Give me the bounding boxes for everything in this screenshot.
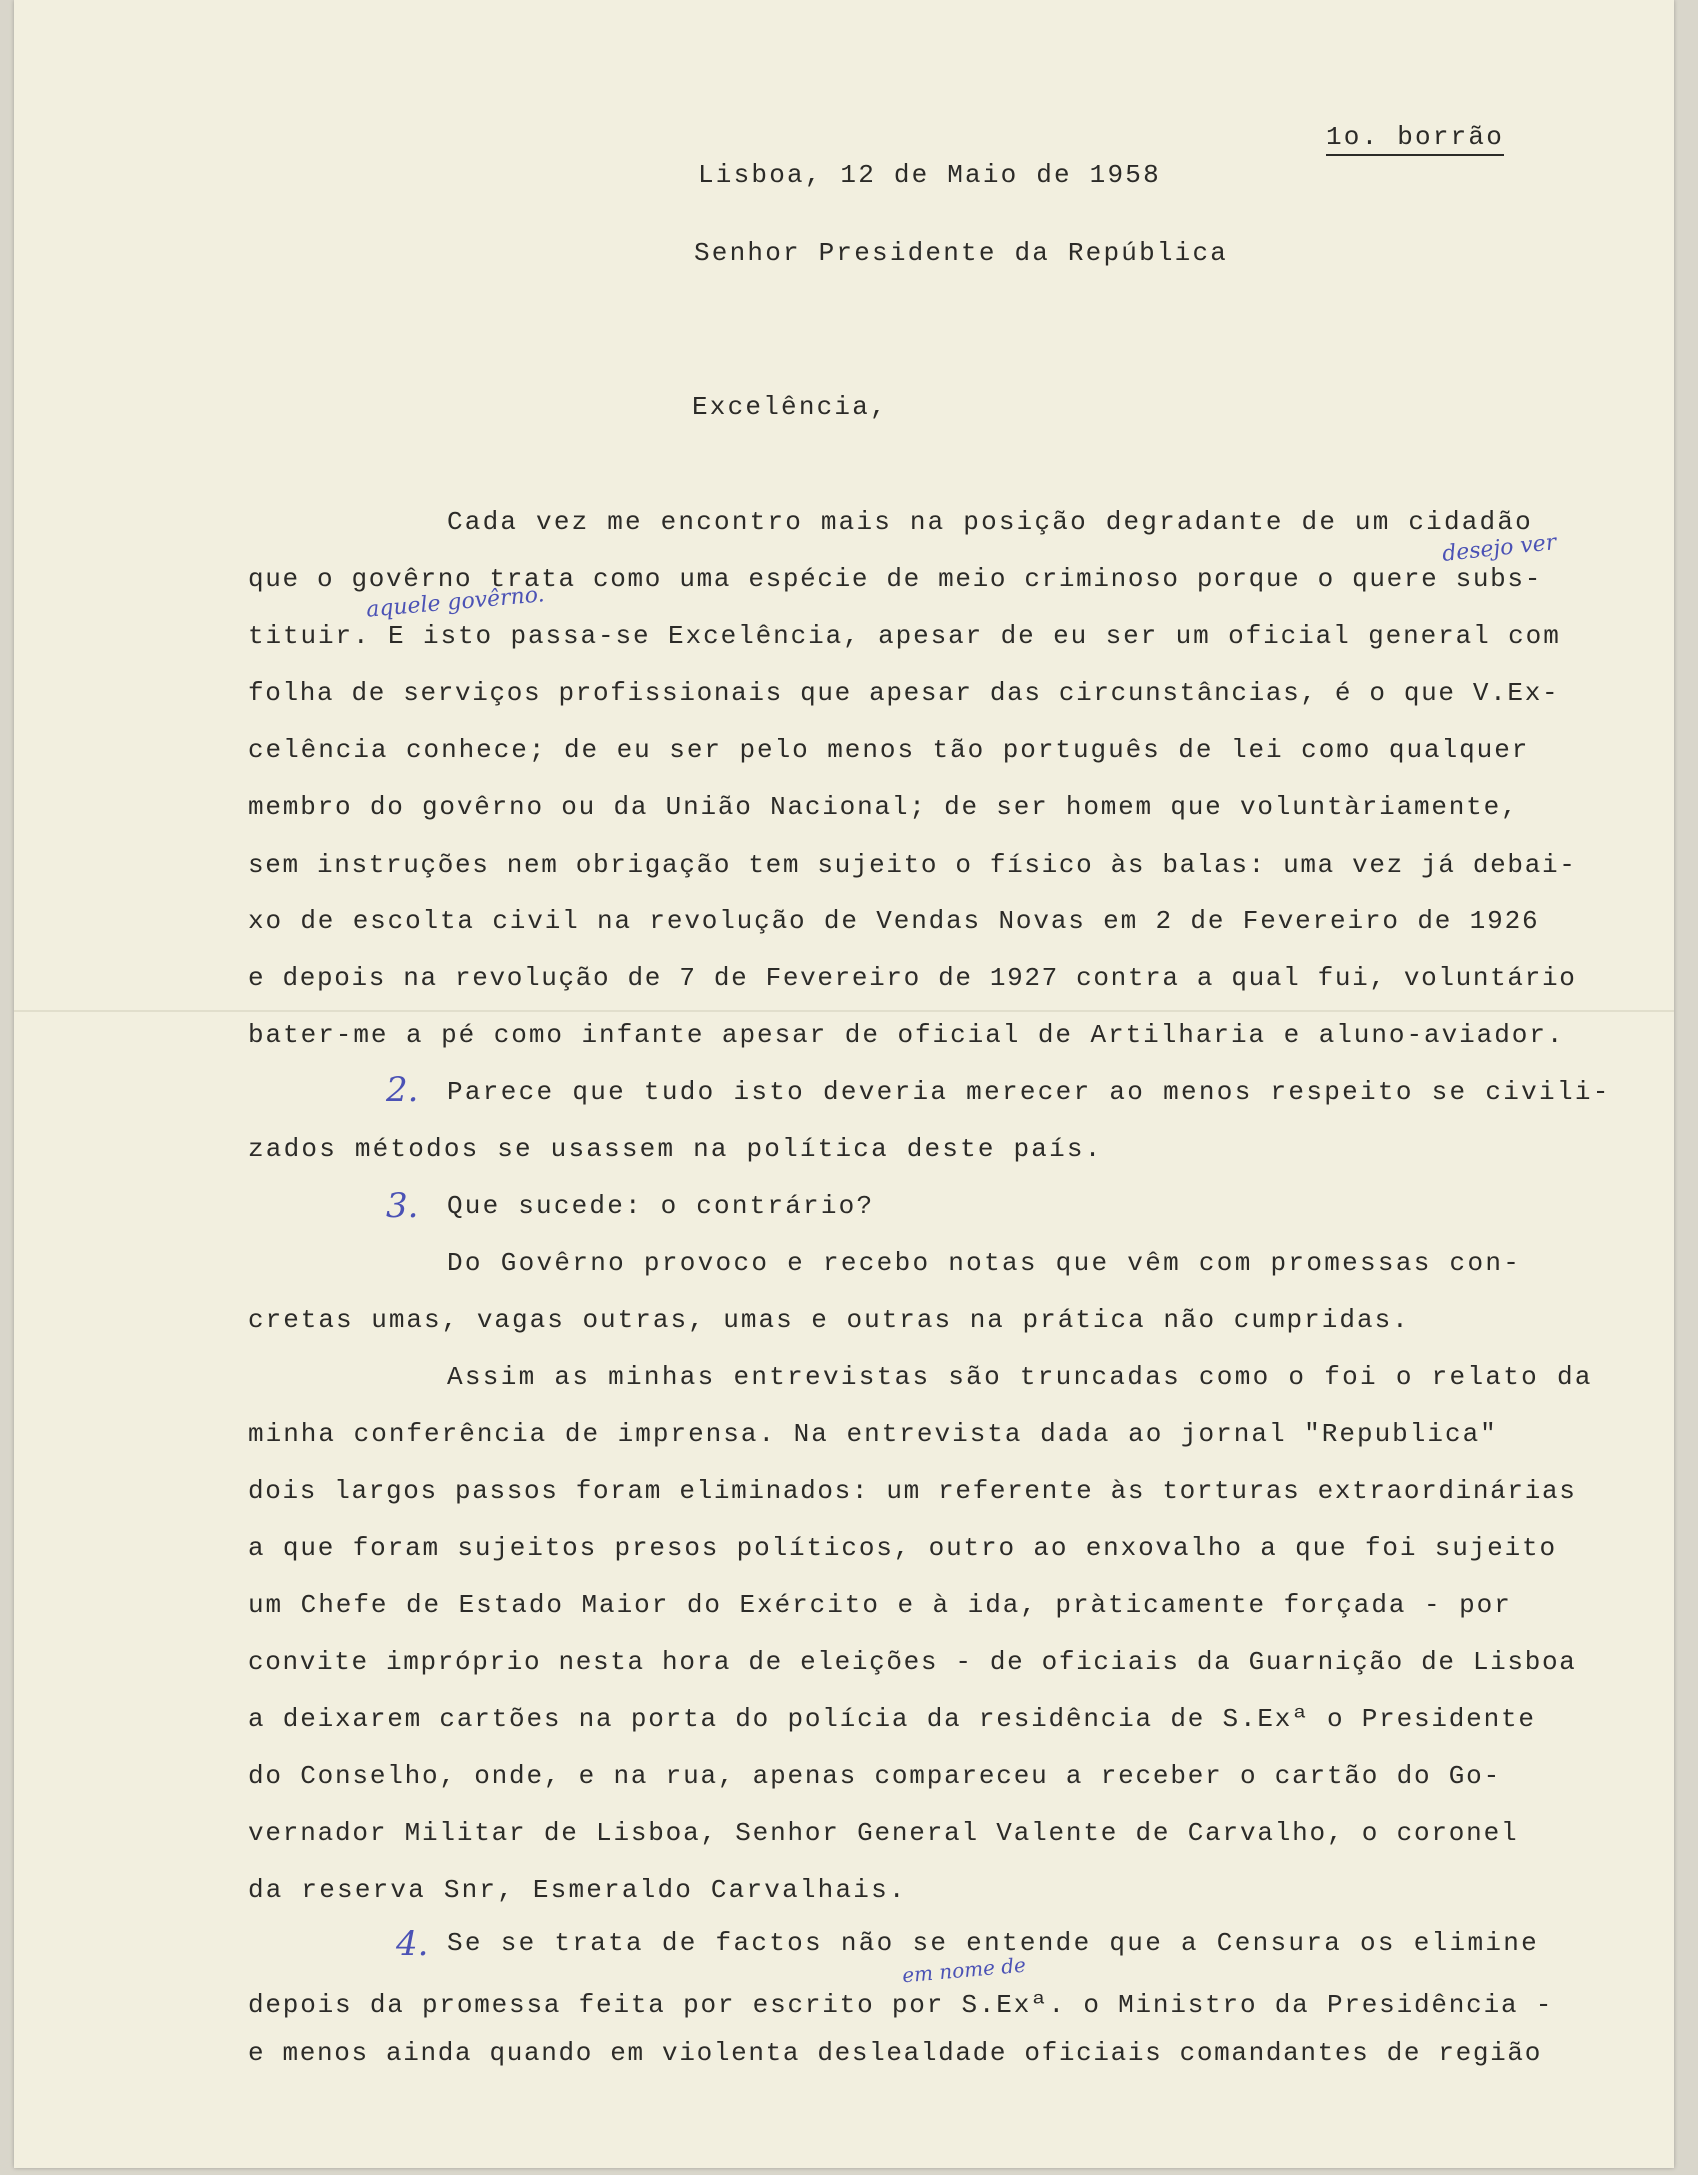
handwritten-insertion: desejo ver: [1441, 530, 1558, 567]
letter-page: [14, 0, 1674, 2168]
body-line: convite impróprio nesta hora de eleições - de oficiais da Guarnição de Lisboa: [248, 1647, 1577, 1677]
paper-fold: [14, 1010, 1674, 1012]
body-line: membro do govêrno ou da União Nacional; de ser homem que voluntàriamente,: [248, 792, 1519, 822]
paragraph-number-4: 4.: [396, 1924, 429, 1964]
body-line: depois da promessa feita por escrito por S.Exª. o Ministro da Presidência -: [248, 1990, 1554, 2020]
dateline: Lisboa, 12 de Maio de 1958: [698, 160, 1161, 190]
body-line: cretas umas, vagas outras, umas e outras na prática não cumpridas.: [248, 1305, 1410, 1335]
body-line: e depois na revolução de 7 de Fevereiro de 1927 contra a qual fui, voluntário: [248, 963, 1577, 993]
body-line: a que foram sujeitos presos políticos, outro ao enxovalho a que foi sujeito: [248, 1533, 1557, 1563]
body-line: e menos ainda quando em violenta deslealdade oficiais comandantes de região: [248, 2038, 1542, 2068]
body-line: zados métodos se usassem na política deste país.: [248, 1134, 1103, 1164]
handwritten-insertion: em nome de: [901, 1952, 1027, 1988]
addressee: Senhor Presidente da República: [694, 238, 1229, 268]
body-line: da reserva Snr, Esmeraldo Carvalhais.: [248, 1875, 907, 1905]
body-line: vernador Militar de Lisboa, Senhor General Valente de Carvalho, o coronel: [248, 1818, 1519, 1848]
body-line: folha de serviços profissionais que apesar das circunstâncias, é o que V.Ex-: [248, 678, 1560, 708]
body-line: a deixarem cartões na porta do polícia da residência de S.Exª o Presidente: [248, 1704, 1536, 1734]
body-line: Do Govêrno provoco e recebo notas que vêm com promessas con-: [447, 1248, 1522, 1278]
body-line: um Chefe de Estado Maior do Exército e à ida, pràticamente forçada - por: [248, 1590, 1512, 1620]
body-line: que o govêrno trata como uma espécie de meio criminoso porque o quere subs-: [248, 564, 1542, 594]
body-line: celência conhece; de eu ser pelo menos tão português de lei como qualquer: [248, 735, 1530, 765]
body-line: tituir. E isto passa-se Excelência, apesar de eu ser um oficial general com: [248, 621, 1561, 651]
body-line: Parece que tudo isto deveria merecer ao menos respeito se civili-: [447, 1077, 1611, 1107]
body-line: Se se trata de factos não se entende que a Censura os elimine: [447, 1928, 1540, 1958]
body-line: dois largos passos foram eliminados: um referente às torturas extraordinárias: [248, 1476, 1577, 1506]
body-line: xo de escolta civil na revolução de Vendas Novas em 2 de Fevereiro de 1926: [248, 906, 1540, 936]
body-line: sem instruções nem obrigação tem sujeito o físico às balas: uma vez já debai-: [248, 850, 1577, 880]
body-line: bater-me a pé como infante apesar de oficial de Artilharia e aluno-aviador.: [248, 1020, 1565, 1050]
body-line: Que sucede: o contrário?: [447, 1191, 875, 1221]
handwritten-insertion: aquele govêrno.: [365, 582, 546, 623]
paragraph-number-2: 2.: [386, 1070, 419, 1110]
paragraph-number-3: 3.: [386, 1186, 419, 1226]
body-line: Assim as minhas entrevistas são truncadas como o foi o relato da: [447, 1362, 1593, 1392]
body-line: do Conselho, onde, e na rua, apenas compareceu a receber o cartão do Go-: [248, 1761, 1501, 1791]
body-line: Cada vez me encontro mais na posição degradante de um cidadão: [447, 507, 1533, 537]
body-line: minha conferência de imprensa. Na entrevista dada ao jornal "Republica": [248, 1419, 1498, 1449]
salutation: Excelência,: [692, 392, 888, 422]
draft-label: 1o. borrão: [1326, 122, 1504, 156]
